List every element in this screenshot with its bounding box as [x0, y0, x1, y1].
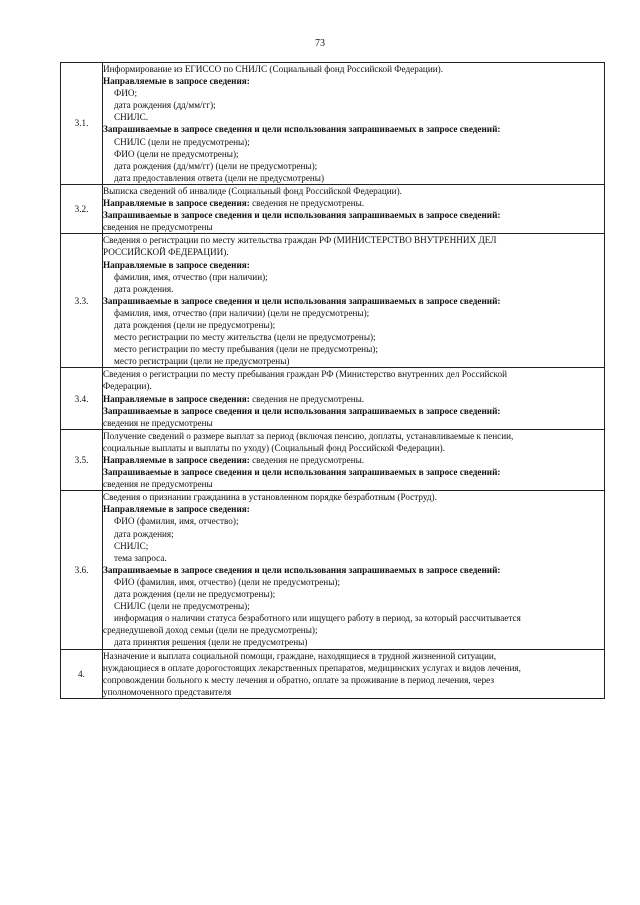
line-text: социальные выплаты и выплаты по уходу) (Социальный фонд Российской Федерации).: [103, 442, 445, 453]
section-heading: Направляемые в запросе сведения:: [103, 393, 250, 404]
content-line: [103, 209, 604, 221]
line-text: Выписка сведений об инвалиде (Социальный фонд Российской Федерации).: [103, 185, 402, 196]
content-line: [103, 491, 604, 503]
content-line: [103, 380, 604, 392]
section-heading: Направляемые в запросе сведения:: [103, 259, 250, 270]
line-text: Назначение и выплата социальной помощи, граждане, находящиеся в трудной жизненной ситуации,: [103, 650, 497, 661]
content-line: [103, 686, 604, 698]
line-text: место регистрации (цели не предусмотрены): [114, 356, 290, 367]
line-text: Сведения о признании гражданина в установленном порядке безработным (Роструд).: [103, 492, 437, 503]
content-line: [103, 63, 604, 75]
content-line: [103, 368, 604, 380]
content-line: [103, 454, 604, 466]
content-line: [103, 417, 604, 429]
line-text: дата рождения (цели не предусмотрены);: [114, 589, 276, 600]
content-line: [103, 259, 604, 271]
content-line: [103, 528, 604, 540]
content-line: [103, 503, 604, 515]
line-text: Информирование из ЕГИССО по СНИЛС (Социальный фонд Российской Федерации).: [103, 64, 444, 74]
row-content: [103, 184, 605, 233]
line-text: СНИЛС (цели не предусмотрены);: [114, 601, 250, 612]
content-line: [103, 136, 604, 148]
line-text: сопровождении больного к месту лечения и обратно, оплате за проживание в период лечения, через: [103, 674, 494, 685]
content-line: [103, 234, 604, 246]
row-number: 4.: [61, 649, 103, 698]
row-content: [103, 234, 605, 368]
content-line: [103, 430, 604, 442]
line-text: дата рождения.: [114, 283, 174, 294]
content-line: [103, 540, 604, 552]
row-number: 3.2.: [61, 184, 103, 233]
line-text: дата рождения (дд/мм/гг) (цели не предусмотрены);: [114, 160, 318, 171]
section-heading: Направляемые в запросе сведения:: [103, 76, 250, 87]
row-content: [103, 429, 605, 490]
content-line: [103, 307, 604, 319]
content-line: [103, 442, 604, 454]
content-line: [103, 588, 604, 600]
line-text: сведения не предусмотрены: [103, 417, 213, 428]
line-text: СНИЛС (цели не предусмотрены);: [114, 136, 250, 147]
line-text: среднедушевой доход семьи (цели не предусмотрены);: [103, 625, 318, 636]
line-text: дата рождения (дд/мм/гг);: [114, 100, 216, 111]
row-content: [103, 491, 605, 649]
line-text: дата рождения (цели не предусмотрены);: [114, 319, 276, 330]
section-heading: Запрашиваемые в запросе сведения и цели использования запрашиваемых в запросе сведений:: [103, 564, 501, 575]
line-text: тема запроса.: [114, 552, 167, 563]
line-text: ФИО (фамилия, имя, отчество);: [114, 516, 239, 527]
line-text: сведения не предусмотрены: [103, 479, 213, 490]
content-line: [103, 87, 604, 99]
content-line: [103, 246, 604, 258]
line-text: сведения не предусмотрены: [103, 222, 213, 233]
content-line: [103, 172, 604, 184]
table-row: [61, 491, 605, 649]
row-number: 3.6.: [61, 491, 103, 649]
content-line: [103, 636, 604, 648]
content-line: [103, 185, 604, 197]
row-number: 3.3.: [61, 234, 103, 368]
table-row: [61, 184, 605, 233]
row-content: [103, 63, 605, 185]
section-heading: Направляемые в запросе сведения:: [103, 504, 250, 515]
content-line: [103, 343, 604, 355]
content-line: [103, 662, 604, 674]
content-line: [103, 331, 604, 343]
table-row: [61, 368, 605, 429]
content-line: [103, 674, 604, 686]
line-text: место регистрации по месту пребывания (цели не предусмотрены);: [114, 344, 378, 355]
section-heading: Запрашиваемые в запросе сведения и цели использования запрашиваемых в запросе сведений:: [103, 467, 501, 478]
content-line: [103, 478, 604, 490]
content-line: [103, 75, 604, 87]
line-text: фамилия, имя, отчество (при наличии) (цели не предусмотрены);: [114, 307, 370, 318]
line-text: ФИО (фамилия, имя, отчество) (цели не предусмотрены);: [114, 576, 340, 587]
line-text: дата рождения;: [114, 528, 174, 539]
section-heading: Направляемые в запросе сведения:: [103, 455, 250, 465]
line-text: сведения не предусмотрены.: [249, 198, 365, 209]
services-table: [60, 62, 605, 699]
section-heading: Направляемые в запросе сведения:: [103, 198, 250, 209]
row-number: 3.4.: [61, 368, 103, 429]
content-line: [103, 355, 604, 367]
table-row: [61, 429, 605, 490]
line-text: информация о наличии статуса безработного или ищущего работу в период, за который рассчитывается: [114, 613, 521, 624]
line-text: нуждающиеся в оплате дорогостоящих лекарственных препаратов, медицинских услугах и видов лечения,: [103, 662, 521, 673]
line-text: Федерации).: [103, 381, 152, 392]
content-line: [103, 393, 604, 405]
content-line: [103, 466, 604, 478]
content-line: [103, 515, 604, 527]
content-line: [103, 319, 604, 331]
line-text: место регистрации по месту жительства (цели не предусмотрены);: [114, 332, 376, 343]
content-line: [103, 624, 604, 636]
section-heading: Запрашиваемые в запросе сведения и цели использования запрашиваемых в запросе сведений:: [103, 405, 501, 416]
content-line: [103, 564, 604, 576]
content-line: [103, 99, 604, 111]
content-line: [103, 271, 604, 283]
page-number: 73: [315, 38, 325, 49]
content-line: [103, 612, 604, 624]
content-line: [103, 283, 604, 295]
line-text: Получение сведений о размере выплат за период (включая пенсию, доплаты, устанавливаемые к пенсии,: [103, 430, 514, 441]
section-heading: Запрашиваемые в запросе сведения и цели использования запрашиваемых в запросе сведений:: [103, 210, 501, 221]
line-text: ФИО;: [114, 88, 138, 99]
content-line: [103, 221, 604, 233]
content-line: [103, 650, 604, 662]
content-line: [103, 123, 604, 135]
content-line: [103, 576, 604, 588]
content-line: [103, 160, 604, 172]
row-number: 3.1.: [61, 63, 103, 185]
content-line: [103, 111, 604, 123]
line-text: фамилия, имя, отчество (при наличии);: [114, 271, 268, 282]
table-row: [61, 63, 605, 185]
line-text: дата принятия решения (цели не предусмотрены): [114, 637, 308, 648]
section-heading: Запрашиваемые в запросе сведения и цели использования запрашиваемых в запросе сведений:: [103, 124, 501, 135]
content-line: [103, 405, 604, 417]
content-line: [103, 148, 604, 160]
content-line: [103, 552, 604, 564]
line-text: СНИЛС;: [114, 540, 149, 551]
table-row: [61, 649, 605, 698]
line-text: сведения не предусмотрены.: [249, 455, 365, 465]
line-text: ФИО (цели не предусмотрены);: [114, 148, 239, 159]
line-text: Сведения о регистрации по месту пребывания граждан РФ (Министерство внутренних дел Российской: [103, 369, 507, 380]
line-text: дата предоставления ответа (цели не предусмотрены): [114, 172, 325, 183]
row-content: [103, 368, 605, 429]
line-text: СНИЛС.: [114, 112, 149, 123]
line-text: РОССИЙСКОЙ ФЕДЕРАЦИИ).: [103, 247, 229, 258]
row-number: 3.5.: [61, 429, 103, 490]
line-text: уполномоченного представителя: [103, 686, 232, 697]
content-line: [103, 295, 604, 307]
section-heading: Запрашиваемые в запросе сведения и цели использования запрашиваемых в запросе сведений:: [103, 295, 501, 306]
line-text: Сведения о регистрации по месту жительства граждан РФ (МИНИСТЕРСТВО ВНУТРЕННИХ ДЕЛ: [103, 235, 497, 246]
row-content: [103, 649, 605, 698]
content-line: [103, 600, 604, 612]
line-text: сведения не предусмотрены.: [249, 393, 365, 404]
content-line: [103, 197, 604, 209]
table-row: [61, 234, 605, 368]
